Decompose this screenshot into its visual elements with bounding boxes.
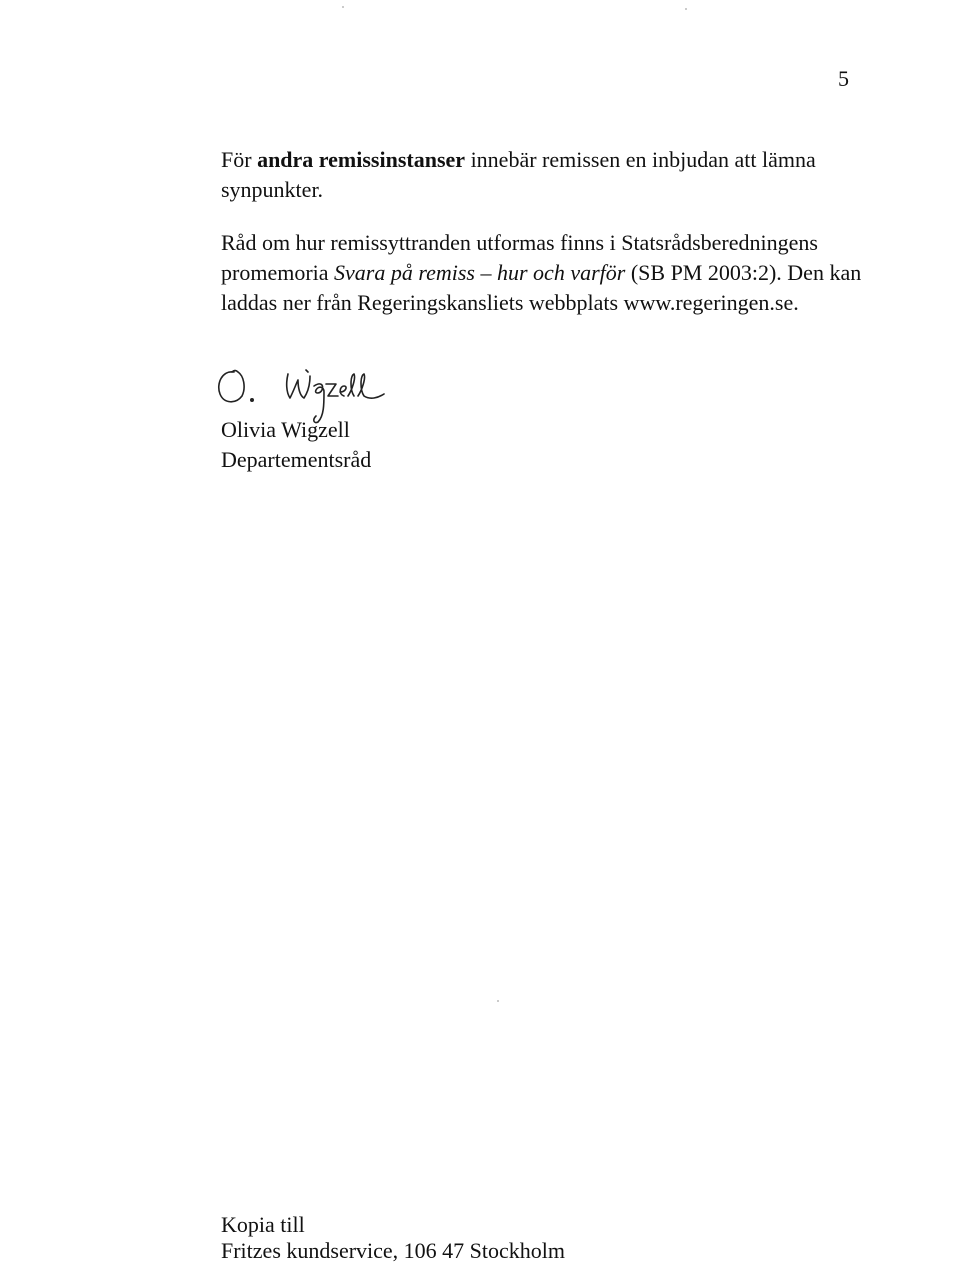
paragraph1-bold-text: andra remissinstanser [257,147,466,172]
copy-recipient: Fritzes kundservice, 106 47 Stockholm [221,1238,566,1263]
advice-paragraph [221,228,861,318]
remiss-invitation-paragraph [221,145,816,205]
signatory-name: Olivia Wigzell [221,417,350,442]
paragraph2-line3: laddas ner från Regeringskansliets webbplats www.regeringen.se. [221,290,799,315]
paragraph2-lead-text: promemoria [221,260,335,285]
paragraph2-rest-text: (SB PM 2003:2). Den kan [625,260,862,285]
paragraph1-line2: synpunkter. [221,177,324,202]
copy-recipients [221,1212,565,1264]
scan-speck [497,1000,499,1002]
scan-speck [685,8,687,10]
paragraph2-line1: Råd om hur remissyttranden utformas finns i Statsrådsberedningens [221,230,818,255]
copy-heading: Kopia till [221,1212,305,1237]
memo-title-italic: Svara på remiss – hur och varför [334,260,626,285]
paragraph1-line1 [221,145,816,175]
paragraph1-lead-text: För [221,147,258,172]
paragraph1-rest-text: innebär remissen en inbjudan att lämna [465,147,816,172]
signatory-title: Departementsråd [221,447,372,472]
paragraph2-line2 [221,258,861,288]
scan-speck [342,6,344,8]
page-number: 5 [838,66,849,91]
